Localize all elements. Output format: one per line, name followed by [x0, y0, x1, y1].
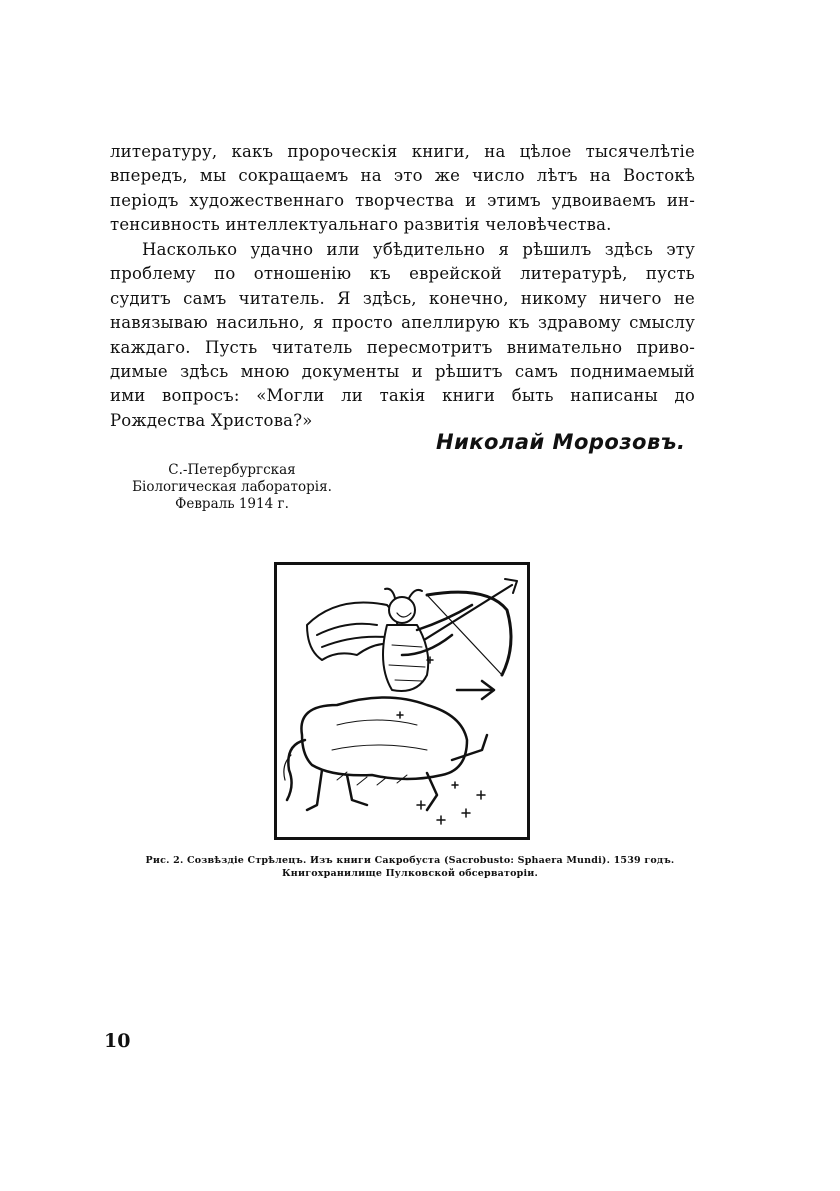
text-line: ими вопросъ: «Могли ли такія книги быть написаны до — [110, 386, 695, 406]
sagittarius-illustration — [274, 562, 530, 840]
text-line: димые здѣсь мною документы и рѣшитъ самъ поднимаемый — [110, 362, 695, 382]
text-line: проблему по отношенію къ еврейской литературѣ, пусть — [110, 264, 695, 284]
place-line: Біологическая лабораторія. — [132, 479, 332, 495]
text-line: литературу, какъ пророческія книги, на цѣлое тысячелѣтіе — [110, 142, 695, 161]
text-line: тенсивность интеллектуальнаго развитія человѣчества. — [110, 215, 612, 235]
text-line: каждаго. Пусть читатель пересмотритъ внимательно приво- — [110, 337, 695, 357]
caption-line: Книгохранилище Пулковской обсерваторіи. — [281, 868, 539, 879]
text-line: Рождества Христова?» — [110, 410, 313, 430]
text-line: навязываю насильно, я просто апеллирую къ здравому смыслу — [110, 313, 695, 333]
paragraph-2 — [110, 238, 695, 433]
place-and-date — [122, 462, 342, 513]
place-line: С.-Петербургская — [168, 462, 296, 478]
text-line: впередъ, мы сокращаемъ на это же число лѣтъ на Востокѣ — [110, 166, 695, 186]
figure-caption — [90, 854, 730, 880]
caption-line: Рис. 2. Созвѣздіе Стрѣлецъ. Изъ книги Сакробуста (Sacrobusto: Sphaera Mundi). 1539 годъ. — [145, 855, 675, 866]
date-line: Февраль 1914 г. — [175, 496, 289, 512]
text-line: Насколько удачно или убѣдительно я рѣшилъ здѣсь эту — [142, 240, 695, 259]
page-number: 10 — [104, 1030, 131, 1052]
author-signature: Николай Морозовъ. — [436, 430, 686, 454]
text-line: періодъ художественнаго творчества и этимъ удвоиваемъ ин- — [110, 190, 695, 210]
text-line: судитъ самъ читатель. Я здѣсь, конечно, никому ничего не — [110, 288, 695, 308]
paragraph-1 — [110, 140, 695, 238]
sagittarius-engraving — [277, 565, 527, 837]
